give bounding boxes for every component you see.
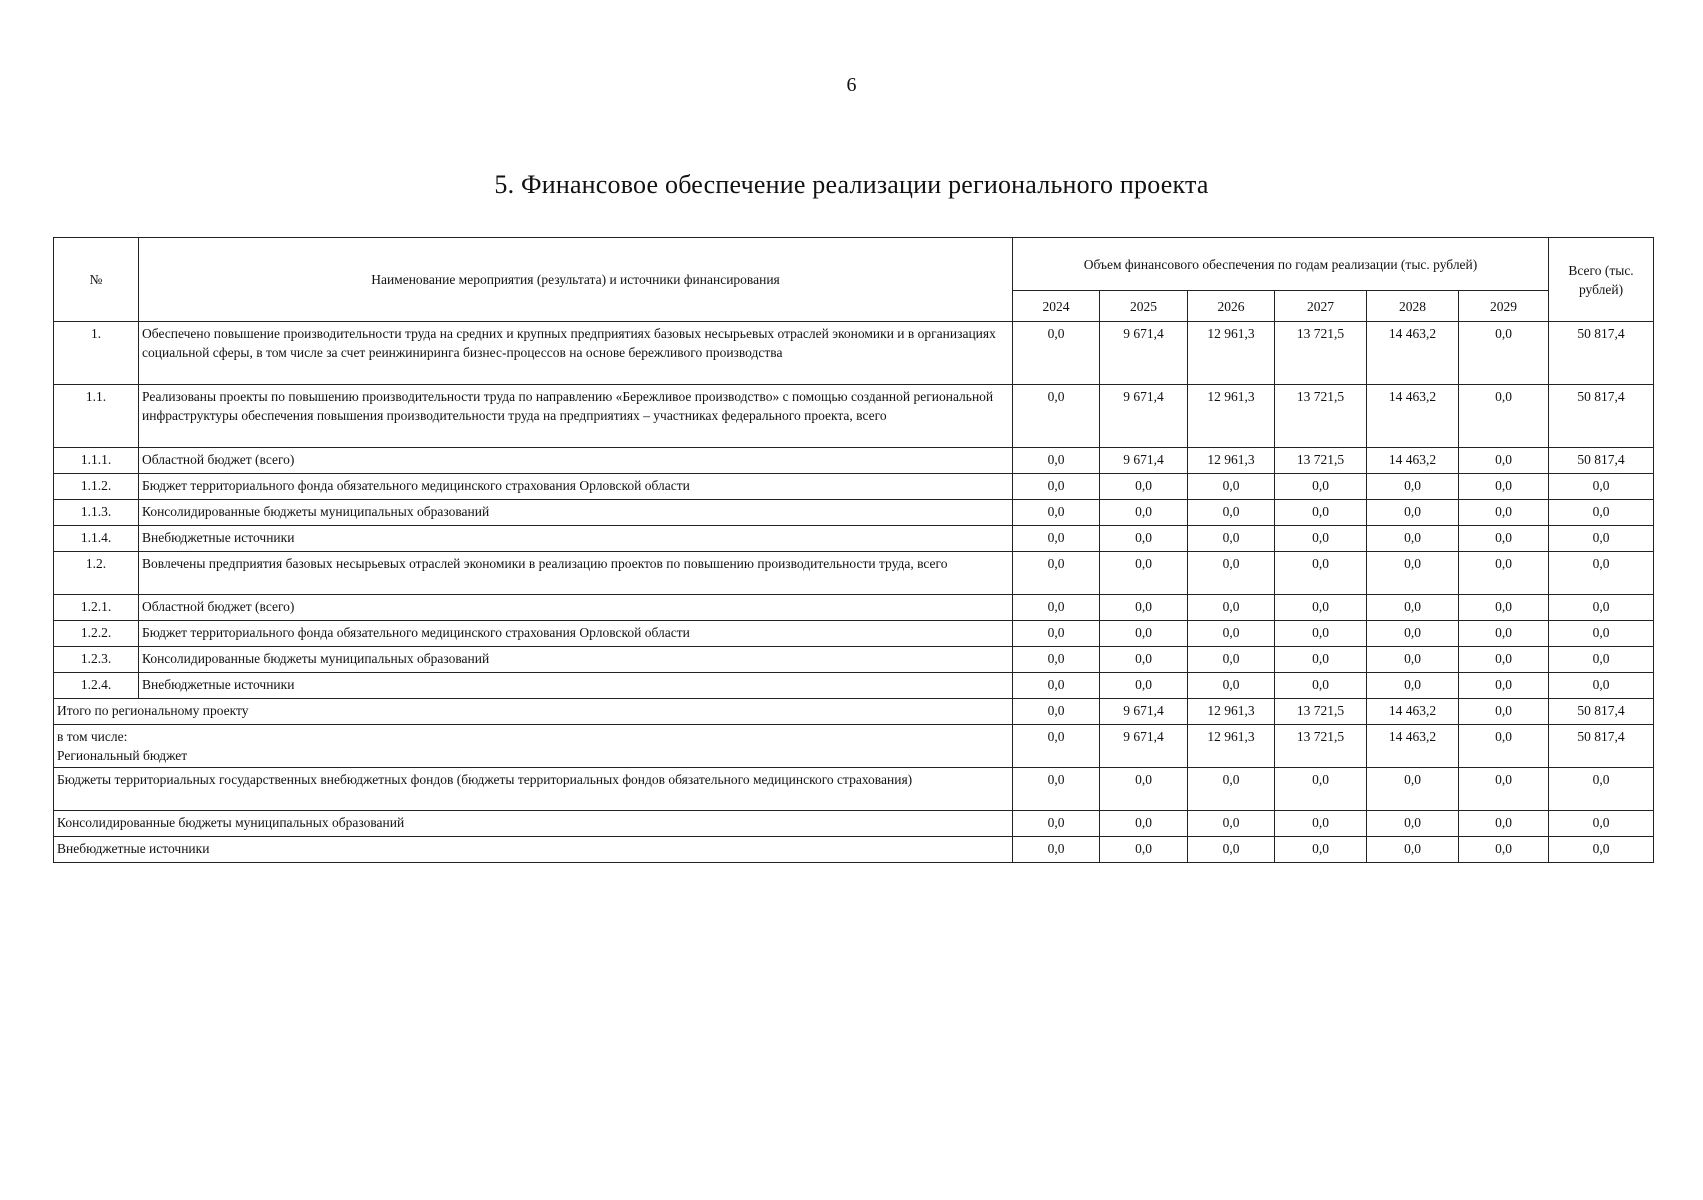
value-2026: 0,0 (1188, 474, 1275, 500)
value-2028: 0,0 (1367, 552, 1459, 595)
value-2027: 0,0 (1275, 474, 1367, 500)
row-name: Реализованы проекты по повышению производительности труда по направлению «Бережливое производство» с помощью созданной региональной инфраструктуры обеспечения повышения производительности труда на предприятиях – участниках федерального проекта, всего (139, 385, 1013, 448)
value-2024: 0,0 (1013, 725, 1100, 768)
value-2024: 0,0 (1013, 768, 1100, 811)
value-2024: 0,0 (1013, 699, 1100, 725)
value-2025: 0,0 (1100, 474, 1188, 500)
value-2029: 0,0 (1459, 448, 1549, 474)
value-2028: 0,0 (1367, 621, 1459, 647)
value-2029: 0,0 (1459, 647, 1549, 673)
value-total: 0,0 (1549, 673, 1654, 699)
row-number: 1.2. (54, 552, 139, 595)
value-total: 0,0 (1549, 837, 1654, 863)
value-2029: 0,0 (1459, 552, 1549, 595)
summary-name: Итого по региональному проекту (54, 699, 1013, 725)
table-row (54, 621, 1654, 647)
value-total: 0,0 (1549, 621, 1654, 647)
value-2026: 12 961,3 (1188, 322, 1275, 385)
value-2029: 0,0 (1459, 474, 1549, 500)
value-2025: 0,0 (1100, 837, 1188, 863)
header-year-2029: 2029 (1459, 291, 1549, 322)
value-2025: 9 671,4 (1100, 699, 1188, 725)
summary-row (54, 725, 1654, 768)
value-2029: 0,0 (1459, 811, 1549, 837)
value-2025: 0,0 (1100, 647, 1188, 673)
header-year-2027: 2027 (1275, 291, 1367, 322)
summary-name: Бюджеты территориальных государственных внебюджетных фондов (бюджеты территориальных фондов обязательного медицинского страхования) (54, 768, 1013, 811)
table-row (54, 595, 1654, 621)
table-row (54, 500, 1654, 526)
value-2028: 0,0 (1367, 837, 1459, 863)
value-2027: 13 721,5 (1275, 699, 1367, 725)
value-2024: 0,0 (1013, 811, 1100, 837)
value-total: 0,0 (1549, 768, 1654, 811)
value-2027: 0,0 (1275, 768, 1367, 811)
financing-table (53, 237, 1654, 863)
value-2026: 12 961,3 (1188, 385, 1275, 448)
value-total: 0,0 (1549, 552, 1654, 595)
value-2025: 0,0 (1100, 500, 1188, 526)
value-2029: 0,0 (1459, 699, 1549, 725)
summary-row (54, 811, 1654, 837)
value-2029: 0,0 (1459, 595, 1549, 621)
value-2024: 0,0 (1013, 500, 1100, 526)
value-2027: 0,0 (1275, 500, 1367, 526)
value-2027: 0,0 (1275, 526, 1367, 552)
value-2028: 0,0 (1367, 500, 1459, 526)
summary-row (54, 768, 1654, 811)
header-year-2024: 2024 (1013, 291, 1100, 322)
value-2025: 9 671,4 (1100, 385, 1188, 448)
row-name: Внебюджетные источники (139, 526, 1013, 552)
row-number: 1.1.3. (54, 500, 139, 526)
value-total: 0,0 (1549, 647, 1654, 673)
row-name: Консолидированные бюджеты муниципальных образований (139, 500, 1013, 526)
table-row (54, 322, 1654, 385)
row-name: Бюджет территориального фонда обязательного медицинского страхования Орловской области (139, 474, 1013, 500)
value-2028: 0,0 (1367, 595, 1459, 621)
value-2025: 9 671,4 (1100, 448, 1188, 474)
value-2026: 0,0 (1188, 837, 1275, 863)
summary-name: Внебюджетные источники (54, 837, 1013, 863)
header-volume: Объем финансового обеспечения по годам реализации (тыс. рублей) (1013, 238, 1549, 291)
header-year-2026: 2026 (1188, 291, 1275, 322)
value-2027: 0,0 (1275, 621, 1367, 647)
row-name: Бюджет территориального фонда обязательного медицинского страхования Орловской области (139, 621, 1013, 647)
value-2027: 0,0 (1275, 552, 1367, 595)
value-2026: 0,0 (1188, 526, 1275, 552)
value-2028: 14 463,2 (1367, 322, 1459, 385)
value-2027: 0,0 (1275, 595, 1367, 621)
value-2028: 14 463,2 (1367, 725, 1459, 768)
value-total: 0,0 (1549, 500, 1654, 526)
value-2025: 0,0 (1100, 526, 1188, 552)
row-name: Вовлечены предприятия базовых несырьевых отраслей экономики в реализацию проектов по повышению производительности труда, всего (139, 552, 1013, 595)
value-2025: 0,0 (1100, 621, 1188, 647)
table-row (54, 474, 1654, 500)
value-2025: 0,0 (1100, 595, 1188, 621)
value-2029: 0,0 (1459, 322, 1549, 385)
value-total: 50 817,4 (1549, 448, 1654, 474)
value-2026: 0,0 (1188, 500, 1275, 526)
value-2029: 0,0 (1459, 385, 1549, 448)
value-2024: 0,0 (1013, 322, 1100, 385)
value-2024: 0,0 (1013, 837, 1100, 863)
row-number: 1.1.1. (54, 448, 139, 474)
value-2026: 0,0 (1188, 673, 1275, 699)
value-total: 50 817,4 (1549, 699, 1654, 725)
value-total: 0,0 (1549, 526, 1654, 552)
value-2028: 0,0 (1367, 768, 1459, 811)
summary-name-line1: в том числе: (57, 729, 128, 744)
value-2027: 13 721,5 (1275, 725, 1367, 768)
value-2026: 0,0 (1188, 552, 1275, 595)
value-2029: 0,0 (1459, 725, 1549, 768)
value-2026: 12 961,3 (1188, 725, 1275, 768)
table-row (54, 647, 1654, 673)
summary-name: Консолидированные бюджеты муниципальных образований (54, 811, 1013, 837)
row-name: Областной бюджет (всего) (139, 595, 1013, 621)
summary-row (54, 837, 1654, 863)
value-2025: 0,0 (1100, 811, 1188, 837)
value-2024: 0,0 (1013, 474, 1100, 500)
value-2025: 9 671,4 (1100, 725, 1188, 768)
value-2028: 14 463,2 (1367, 448, 1459, 474)
row-number: 1.1.4. (54, 526, 139, 552)
row-number: 1.2.4. (54, 673, 139, 699)
value-2028: 0,0 (1367, 673, 1459, 699)
value-total: 50 817,4 (1549, 322, 1654, 385)
row-number: 1.2.1. (54, 595, 139, 621)
value-2028: 0,0 (1367, 647, 1459, 673)
value-2028: 0,0 (1367, 526, 1459, 552)
value-2029: 0,0 (1459, 673, 1549, 699)
summary-name (54, 725, 1013, 768)
row-number: 1. (54, 322, 139, 385)
value-2024: 0,0 (1013, 673, 1100, 699)
header-year-2025: 2025 (1100, 291, 1188, 322)
value-2028: 0,0 (1367, 474, 1459, 500)
value-2024: 0,0 (1013, 552, 1100, 595)
value-total: 0,0 (1549, 811, 1654, 837)
value-2025: 0,0 (1100, 673, 1188, 699)
value-2029: 0,0 (1459, 837, 1549, 863)
value-2028: 0,0 (1367, 811, 1459, 837)
value-2024: 0,0 (1013, 526, 1100, 552)
header-year-2028: 2028 (1367, 291, 1459, 322)
table-row (54, 552, 1654, 595)
summary-row (54, 699, 1654, 725)
row-number: 1.2.3. (54, 647, 139, 673)
page-title: 5. Финансовое обеспечение реализации регионального проекта (494, 170, 1209, 199)
value-2027: 13 721,5 (1275, 385, 1367, 448)
value-2029: 0,0 (1459, 768, 1549, 811)
value-total: 50 817,4 (1549, 385, 1654, 448)
row-name: Областной бюджет (всего) (139, 448, 1013, 474)
value-2025: 0,0 (1100, 768, 1188, 811)
value-2026: 0,0 (1188, 621, 1275, 647)
value-2026: 0,0 (1188, 647, 1275, 673)
value-2024: 0,0 (1013, 621, 1100, 647)
value-2027: 13 721,5 (1275, 322, 1367, 385)
value-total: 0,0 (1549, 595, 1654, 621)
summary-name-line2: Региональный бюджет (57, 748, 188, 763)
header-num: № (54, 238, 139, 322)
value-2027: 0,0 (1275, 811, 1367, 837)
value-2026: 0,0 (1188, 811, 1275, 837)
table-row (54, 385, 1654, 448)
value-2024: 0,0 (1013, 595, 1100, 621)
row-number: 1.1.2. (54, 474, 139, 500)
row-name: Обеспечено повышение производительности труда на средних и крупных предприятиях базовых несырьевых отраслей экономики и в организациях социальной сферы, в том числе за счет реинжиниринга бизнес-процессов на основе бережливого производства (139, 322, 1013, 385)
value-2026: 0,0 (1188, 768, 1275, 811)
row-number: 1.1. (54, 385, 139, 448)
value-2027: 0,0 (1275, 837, 1367, 863)
row-number: 1.2.2. (54, 621, 139, 647)
value-2029: 0,0 (1459, 526, 1549, 552)
value-total: 50 817,4 (1549, 725, 1654, 768)
table-row (54, 526, 1654, 552)
value-2024: 0,0 (1013, 647, 1100, 673)
value-2028: 14 463,2 (1367, 699, 1459, 725)
page-number: 6 (846, 74, 857, 96)
value-2027: 0,0 (1275, 673, 1367, 699)
value-2026: 12 961,3 (1188, 448, 1275, 474)
row-name: Консолидированные бюджеты муниципальных образований (139, 647, 1013, 673)
table-row (54, 673, 1654, 699)
value-2024: 0,0 (1013, 385, 1100, 448)
value-2026: 12 961,3 (1188, 699, 1275, 725)
value-2029: 0,0 (1459, 621, 1549, 647)
row-name: Внебюджетные источники (139, 673, 1013, 699)
value-2027: 0,0 (1275, 647, 1367, 673)
header-name: Наименование мероприятия (результата) и источники финансирования (139, 238, 1013, 322)
table-row (54, 448, 1654, 474)
value-2024: 0,0 (1013, 448, 1100, 474)
value-2026: 0,0 (1188, 595, 1275, 621)
value-2025: 0,0 (1100, 552, 1188, 595)
value-2029: 0,0 (1459, 500, 1549, 526)
value-total: 0,0 (1549, 474, 1654, 500)
value-2025: 9 671,4 (1100, 322, 1188, 385)
header-total: Всего (тыс. рублей) (1549, 238, 1654, 322)
value-2028: 14 463,2 (1367, 385, 1459, 448)
value-2027: 13 721,5 (1275, 448, 1367, 474)
